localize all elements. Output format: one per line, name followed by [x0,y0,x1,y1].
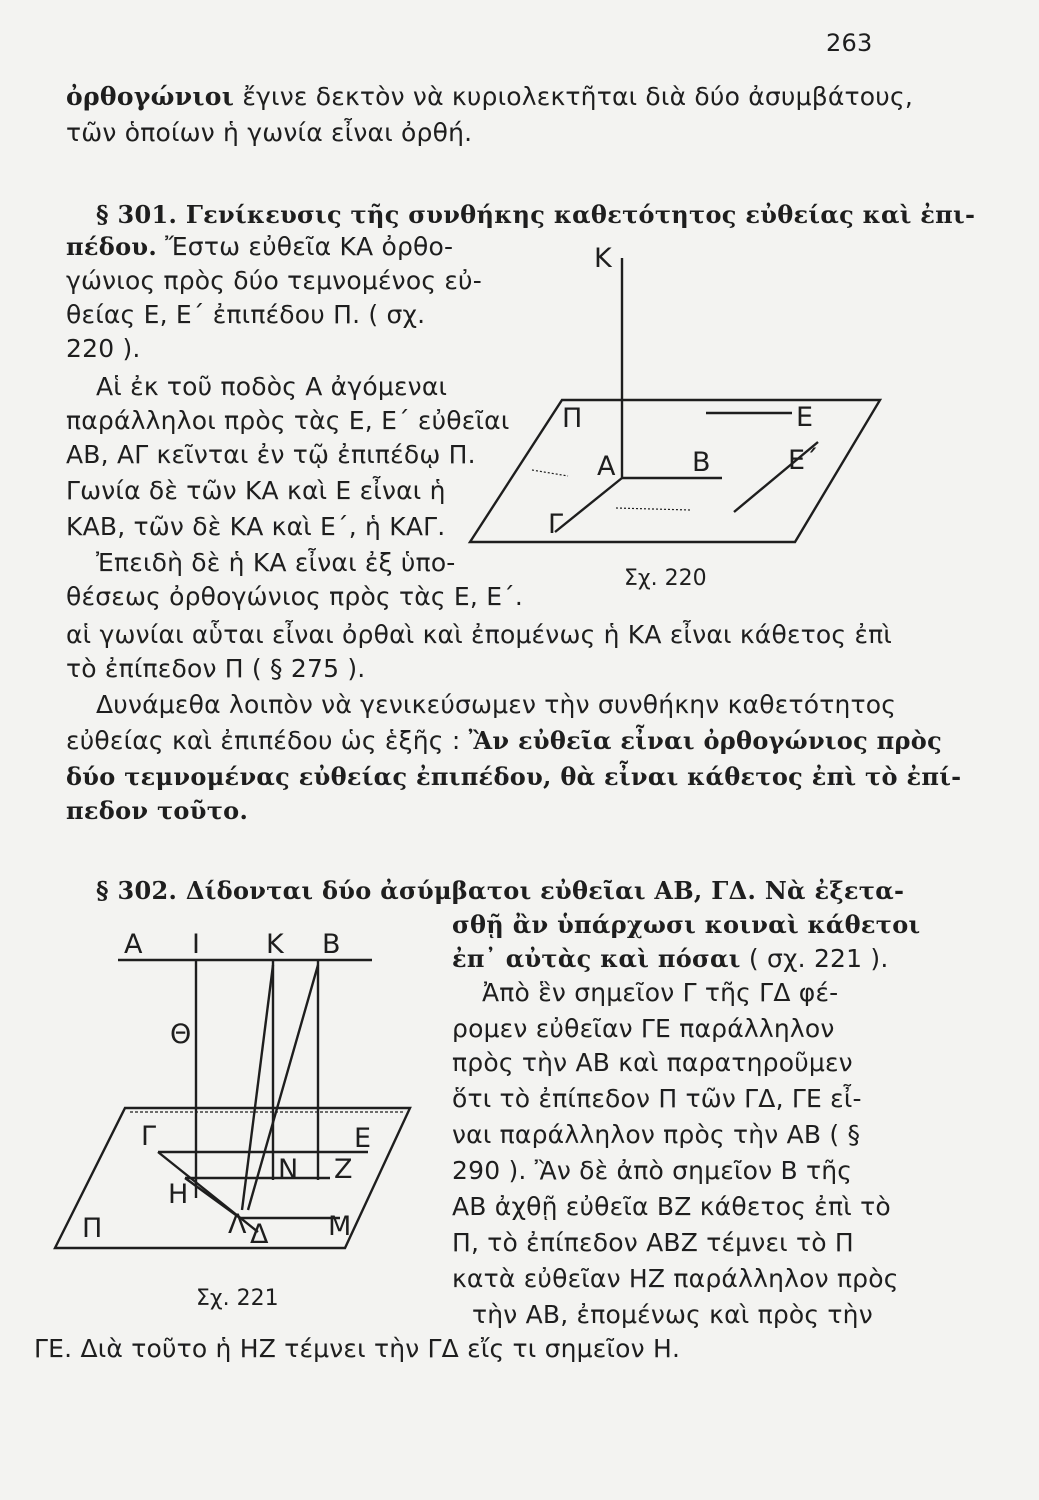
fig220-label-B: Β [692,447,711,478]
sec301-heading: § 301. Γενίκευσις τῆς συνθήκης καθετότητος εὐθείας καὶ ἐπι- [96,200,976,229]
sec302-line8: ναι παράλληλον πρὸς τὴν ΑΒ ( § [452,1120,861,1149]
sec301-line11: Ἐπειδὴ δὲ ἡ ΚΑ εἶναι ἐξ ὑπο- [96,548,456,577]
sec301-line7: παράλληλοι πρὸς τὰς Ε, Ε΄ εὐθεῖαι [66,406,510,435]
sec301-heading-cont: πέδου. [66,232,157,261]
fig220-label-K: Κ [594,243,612,274]
fig220-label-P: Π [562,403,583,434]
fig220-caption: Σχ. 220 [624,566,707,591]
fig221-label-D: Δ [250,1219,269,1250]
fig221-label-I: Ι [192,929,200,960]
sec302-line4: Ἀπὸ ἓν σημεῖον Γ τῆς ΓΔ φέ- [482,978,839,1007]
fig221-label-B: Β [322,929,341,960]
fig221-caption: Σχ. 221 [196,1286,279,1311]
sec302-line10: ΑΒ ἀχθῇ εὐθεῖα ΒΖ κάθετος ἐπὶ τὸ [452,1192,891,1221]
sec301-line12: θέσεως ὀρθογώνιος πρὸς τὰς Ε, Ε΄. [66,582,524,611]
sec301-line18: πεδον τοῦτο. [66,796,249,825]
fig221-label-G: Γ [141,1121,157,1152]
fig221-label-Z: Ζ [334,1154,353,1185]
fig221-label-K: Κ [266,929,284,960]
sec301-line14: τὸ ἐπίπεδον Π ( § 275 ). [66,654,366,683]
sec302-line11: Π, τὸ ἐπίπεδον ΑΒΖ τέμνει τὸ Π [452,1228,854,1257]
fig221-label-M: Μ [328,1211,352,1242]
sec302-heading-line1: § 302. Δίδονται δύο ἀσύμβατοι εὐθεῖαι ΑΒ, ΓΔ. Νὰ ἐξετα- [96,876,905,905]
sec302-line14-rest: Διὰ τοῦτο ἡ ΗΖ τέμνει τὴν ΓΔ εἴς τι σημεῖον Η. [80,1334,681,1363]
fig221-label-Theta: Θ [170,1019,192,1050]
sec301-line5: 220 ). [66,334,141,363]
sec301-line2-rest: Ἔστω εὐθεῖα ΚΑ ὀρθο- [165,232,454,261]
sec301-line10: ΚΑΒ, τῶν δὲ ΚΑ καὶ Ε΄, ἡ ΚΑΓ. [66,512,446,541]
sec302-heading-ref: ( σχ. 221 ). [748,944,889,973]
fig221-label-A: Α [124,929,143,960]
fig220-label-E-prime: Ε΄ [788,445,819,476]
fig221-label-L: Λ [228,1209,247,1240]
fig221-label-E: Ε [354,1123,372,1154]
sec302-line9: 290 ). Ἂν δὲ ἀπὸ σημεῖον Β τῆς [452,1156,853,1185]
sec301-line8: ΑΒ, ΑΓ κεῖνται ἐν τῷ ἐπιπέδῳ Π. [66,440,476,469]
sec301-line4: θείας Ε, Ε΄ ἐπιπέδου Π. ( σχ. [66,300,426,329]
sec301-line13: αἱ γωνίαι αὗται εἶναι ὀρθαὶ καὶ ἐπομένως ἡ ΚΑ εἶναι κάθετος ἐπὶ [66,620,893,649]
sec301-line16-bold: Ἂν εὐθεῖα εἶναι ὀρθογώνιος πρὸς [468,726,943,755]
para1-line2: τῶν ὁποίων ἡ γωνία εἶναι ὀρθή. [66,118,473,147]
sec301-line9: Γωνία δὲ τῶν ΚΑ καὶ Ε εἶναι ἡ [66,476,446,505]
sec301-line6: Αἱ ἐκ τοῦ ποδὸς Α ἀγόμεναι [96,372,448,401]
sec301-line16-normal: εὐθείας καὶ ἐπιπέδου ὡς ἑξῆς : [66,726,461,755]
fig221-label-N: Ν [278,1154,299,1185]
sec302-heading-line2: σθῇ ἂν ὑπάρχωσι κοιναὶ κάθετοι [452,910,921,939]
para1-bold-word: ὀρθογώνιοι [66,82,235,111]
sec301-line17: δύο τεμνομένας εὐθείας ἐπιπέδου, θὰ εἶναι κάθετος ἐπὶ τὸ ἐπί- [66,762,962,791]
sec302-line5: ρομεν εὐθεῖαν ΓΕ παράλληλον [452,1014,835,1043]
fig220-label-E: Ε [796,402,814,433]
fig221-label-P: Π [82,1213,103,1244]
sec301-line3: γώνιος πρὸς δύο τεμνομένος εὐ- [66,266,482,295]
para1-line1-rest: ἔγινε δεκτὸν νὰ κυριολεκτῆται διὰ δύο ἀσυμβάτους, [242,82,913,111]
sec302-line7: ὅτι τὸ ἐπίπεδον Π τῶν ΓΔ, ΓΕ εἶ- [452,1084,862,1113]
fig220-label-A: Α [597,451,616,482]
sec302-line12: κατὰ εὐθεῖαν ΗΖ παράλληλον πρὸς [452,1264,899,1293]
sec302-heading-line3: ἐπ᾽ αὐτὰς καὶ πόσαι [452,944,741,973]
fig220-label-G: Γ [548,509,564,540]
fig221-label-H: Η [168,1179,189,1210]
sec302-line6: πρὸς τὴν ΑΒ καὶ παρατηροῦμεν [452,1048,853,1077]
sec301-line15: Δυνάμεθα λοιπὸν νὰ γενικεύσωμεν τὴν συνθήκην καθετότητος [96,690,897,719]
sec302-line13: τὴν ΑΒ, ἐπομένως καὶ πρὸς τὴν [472,1300,873,1329]
sec302-line14-start: ΓΕ. [34,1334,73,1363]
page-number: 263 [826,29,873,57]
